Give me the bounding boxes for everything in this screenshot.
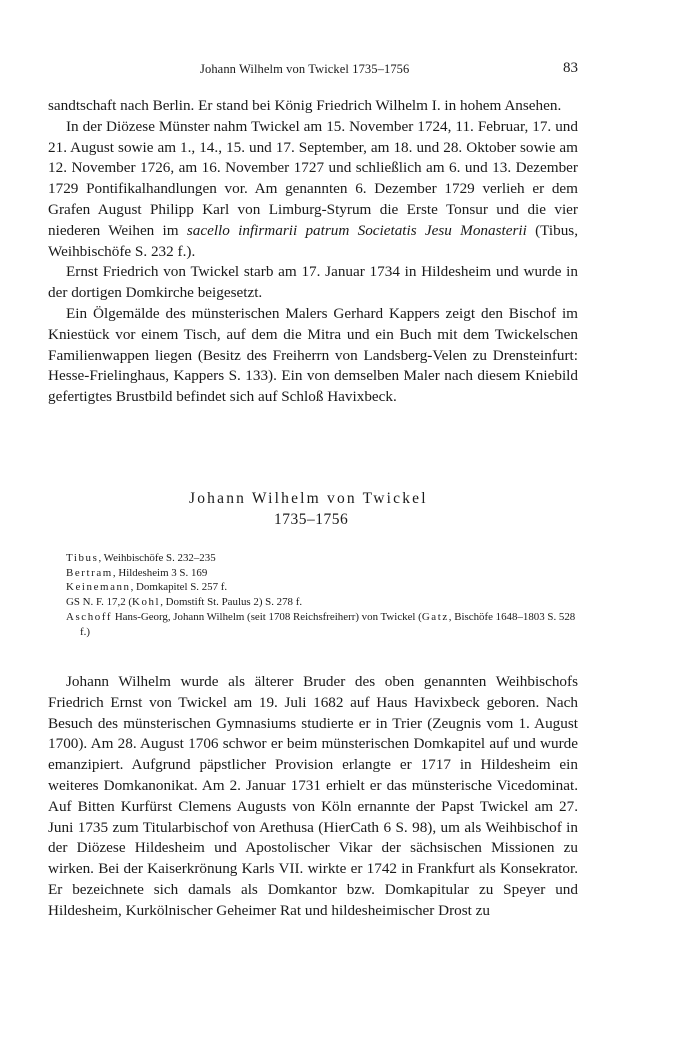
bibliography-entry: [66, 551, 586, 566]
bib-author: Keinemann: [66, 581, 131, 594]
bibliography-entry: [66, 595, 586, 610]
bib-author: Aschoff: [66, 610, 113, 623]
bib-author: Kohl: [132, 596, 161, 609]
bib-text: , Hildesheim 3 S. 169: [112, 566, 208, 579]
bib-author: Bertram: [66, 566, 113, 579]
bib-text: , Bischöfe 1648–1803 S. 528 f.): [80, 610, 576, 638]
bib-author: Gatz: [421, 610, 449, 623]
paragraph-continuation: sandtschaft nach Berlin. Er stand bei König Friedrich Wilhelm I. in hohem Ansehen.: [48, 97, 562, 114]
bib-author: Tibus: [66, 552, 99, 564]
paragraph-biography: Johann Wilhelm wurde als älterer Bruder des oben genannten Weihbischofs Friedrich Ernst von Twickel am 19. Juli 1682 auf Haus Havixbeck geboren. Nach Besuch des münsterischen Gymnasiums studierte er in Trier (Zeugnis vom 1. August 1700). Am 28. August 1706 schwor er beim münsterischen Domkapitel auf und wurde emanzipiert. Aufgrund päpstlicher Provision erlangte er 1717 in Hildesheim ein weiteres Domkanonikat. Am 2. Januar 1731 erhielt er das münsterische Vicedominat. Auf Bitten Kurfürst Clemens Augusts von Köln ernannte der Papst Twickel am 27. Juni 1735 zum Titularbischof von Arethusa (HierCath 6 S. 98), um als Weihbischof in der Diözese Hildesheim und Apostolischer Vikar der sächsischen Missionen zu wirken. Bei der Kaiserkrönung Karls VII. wirkte er 1742 in Frankfurt als Konsekrator. Er bezeichnete sich damals als Domkantor bzw. Domkapitular zu Speyer und Hildesheim, Kurkölnischer Geheimer Rat und hildesheimischer Drost zu: [48, 673, 578, 919]
paragraph-text: In der Diözese Münster nahm Twickel am 15. November 1724, 11. Februar, 17. und 21. August sowie am 1., 14., 15. und 17. September, am 18. und 28. Oktober sowie am 12. November 1726, am 16. November 1727 und schließlich am 6. und 13. Dezember 1729 Pontifikalhandlungen vor. Am genannten 6. Dezember 1729 verlieh er dem Grafen August Philipp Karl von Limburg-Styrum die Erste Tonsur und die vier niederen Weihen im: [48, 117, 578, 239]
bib-prefix: GS N. F. 17,2 (: [66, 596, 132, 609]
bibliography-entry: [66, 610, 586, 639]
bib-text: , Domstift St. Paulus 2) S. 278 f.: [160, 596, 303, 609]
paragraph-portrait: Ein Ölgemälde des münsterischen Malers Gerhard Kappers zeigt den Bischof im Kniestück vor einem Tisch, auf dem die Mitra und ein Buch mit dem Twickelschen Familienwappen liegen (Besitz des Freiherrn von Landsberg-Velen zu Drensteinfurt: Hesse-Frielinghaus, Kappers S. 133). Ein von demselben Maler nach diesem Kniebild gefertigtes Brustbild befindet sich auf Schloß Havixbeck.: [48, 304, 578, 406]
running-head-title: Johann Wilhelm von Twickel 1735–1756: [200, 62, 410, 76]
bibliography: [66, 551, 586, 639]
page-number: 83: [563, 60, 578, 76]
bib-text: , Weihbischöfe S. 232–235: [98, 552, 216, 564]
bibliography-entry: [66, 580, 586, 595]
paragraph-citation: (Tibus, Weihbischöfe S. 232 f.).: [48, 221, 579, 260]
latin-phrase: sacello infirmarii patrum Societatis Jesu Monasterii: [186, 221, 527, 239]
section-heading-name: Johann Wilhelm von Twickel: [189, 490, 428, 507]
paragraph-death: Ernst Friedrich von Twickel starb am 17. Januar 1734 in Hildesheim und wurde in der dortigen Domkirche beigesetzt.: [48, 263, 578, 302]
body-text-top: [48, 96, 578, 408]
bib-text: Hans-Georg, Johann Wilhelm (seit 1708 Reichsfreiherr) von Twickel (: [112, 610, 422, 623]
body-text-bottom: [48, 672, 578, 922]
bibliography-entry: [66, 566, 586, 581]
running-head: [0, 60, 700, 80]
section-heading-years: 1735–1756: [274, 511, 349, 528]
paragraph-pontifical-acts: [48, 117, 578, 263]
bib-text: , Domkapitel S. 257 f.: [130, 581, 228, 594]
